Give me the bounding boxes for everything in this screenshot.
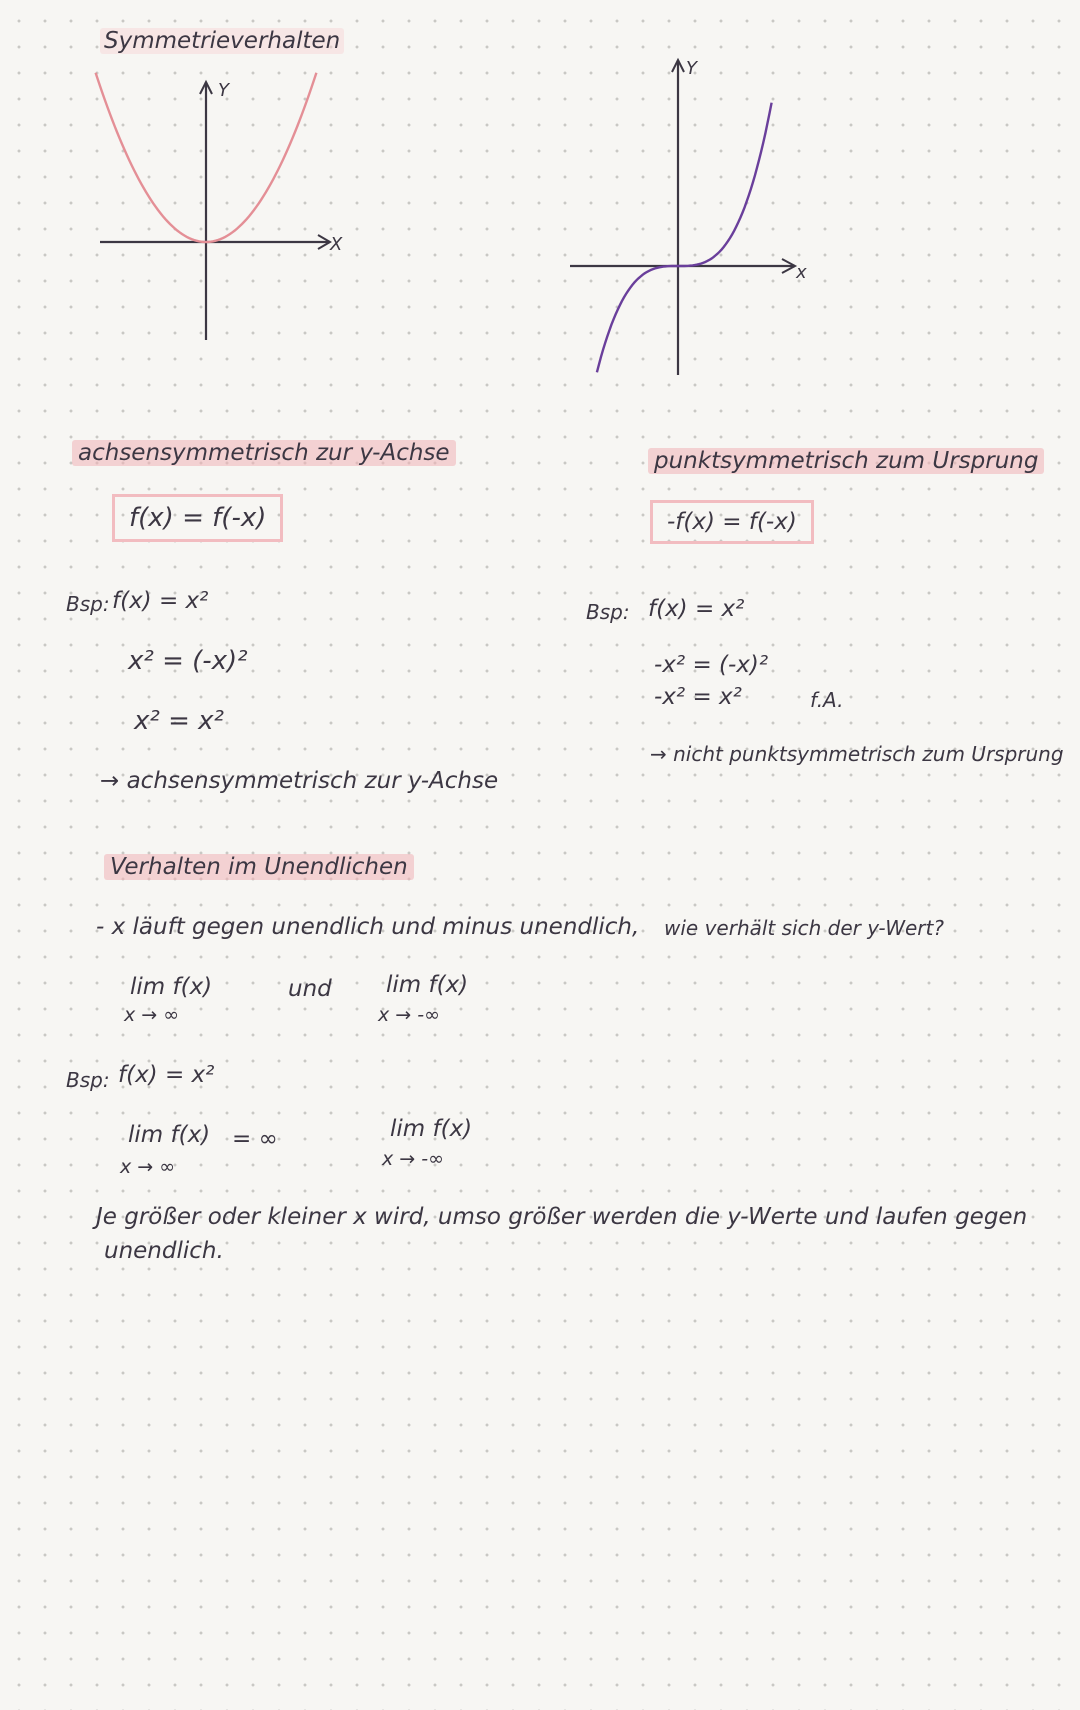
cubic-y-label: Y <box>686 58 697 79</box>
example-limit-b-expression: lim f(x) <box>390 1116 473 1142</box>
symmetry-heading: Symmetrieverhalten <box>100 28 344 54</box>
limit-b-expression: lim f(x) <box>386 972 469 998</box>
infinity-example-function: f(x) = x² <box>118 1062 215 1088</box>
infinity-example-label: Bsp: <box>66 1068 110 1092</box>
limit-and-word: und <box>288 976 332 1002</box>
left-example-label: Bsp: <box>66 592 110 616</box>
example-limit-a-value: = ∞ <box>232 1126 278 1152</box>
cubic-x-label: x <box>796 262 807 283</box>
right-example-label: Bsp: <box>586 600 630 624</box>
axis-symmetry-formula: f(x) = f(-x) <box>112 494 283 542</box>
parabola-y-label: Y <box>218 80 229 101</box>
cubic-graph <box>560 40 860 420</box>
point-symmetry-title: punktsymmetrisch zum Ursprung <box>648 448 1044 474</box>
right-step-2: -x² = x² <box>654 684 742 710</box>
left-conclusion: → achsensymmetrisch zur y-Achse <box>100 768 499 794</box>
left-example-function: f(x) = x² <box>112 588 209 614</box>
right-step-1: -x² = (-x)² <box>654 652 769 678</box>
axis-symmetry-title: achsensymmetrisch zur y-Achse <box>72 440 456 466</box>
cubic-curve <box>597 103 772 373</box>
parabola-graph <box>80 60 380 380</box>
left-step-1: x² = (-x)² <box>128 646 248 676</box>
infinity-question-part-1: - x läuft gegen unendlich und minus unendlich, <box>96 914 640 940</box>
limit-a-subscript: x → ∞ <box>124 1004 180 1026</box>
limit-a-expression: lim f(x) <box>130 974 213 1000</box>
infinity-explanation-line-2: unendlich. <box>104 1238 224 1264</box>
point-symmetry-formula: -f(x) = f(-x) <box>650 500 814 544</box>
left-step-2: x² = x² <box>134 706 224 736</box>
right-step-2-note: f.A. <box>810 688 844 712</box>
right-conclusion: → nicht punktsymmetrisch zum Ursprung <box>650 742 1064 766</box>
infinity-explanation-line-1: Je größer oder kleiner x wird, umso größer werden die y-Werte und laufen gegen <box>96 1204 1028 1230</box>
example-limit-a-expression: lim f(x) <box>128 1122 211 1148</box>
example-limit-a-subscript: x → ∞ <box>120 1156 176 1178</box>
infinity-question-part-2: wie verhält sich der y-Wert? <box>664 916 944 940</box>
right-example-function: f(x) = x² <box>648 596 745 622</box>
example-limit-b-subscript: x → -∞ <box>382 1148 444 1170</box>
infinity-heading: Verhalten im Unendlichen <box>104 854 414 880</box>
limit-b-subscript: x → -∞ <box>378 1004 440 1026</box>
parabola-x-label: X <box>330 234 343 255</box>
